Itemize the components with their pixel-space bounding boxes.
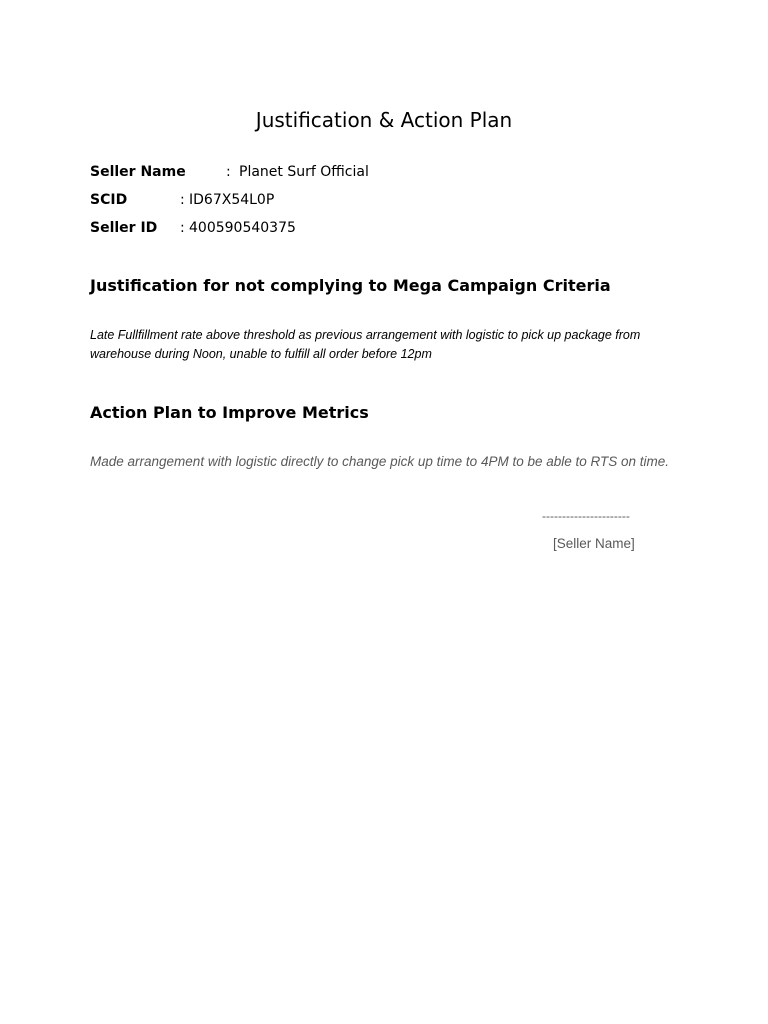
document-title: Justification & Action Plan	[255, 108, 513, 132]
seller-name-separator: :	[226, 164, 231, 180]
signature-line: ----------------------	[542, 509, 630, 523]
seller-id-label: Seller ID	[90, 220, 158, 236]
scid-separator: :	[180, 192, 185, 208]
seller-id-value: 400590540375	[189, 220, 296, 236]
seller-name-value: Planet Surf Official	[239, 164, 369, 180]
seller-name-label: Seller Name	[90, 164, 186, 180]
signature-name: [Seller Name]	[553, 536, 635, 551]
action-plan-heading: Action Plan to Improve Metrics	[90, 403, 369, 422]
scid-value: ID67X54L0P	[189, 192, 275, 208]
action-plan-text: Made arrangement with logistic directly to change pick up time to 4PM to be able to RTS on time.	[90, 454, 670, 469]
seller-id-separator: :	[180, 220, 185, 236]
justification-heading: Justification for not complying to Mega Campaign Criteria	[90, 276, 611, 295]
justification-text: Late Fullfillment rate above threshold as previous arrangement with logistic to pick up package from warehouse during Noon, unable to fulfill all order before 12pm	[90, 328, 641, 361]
scid-label: SCID	[90, 192, 128, 208]
